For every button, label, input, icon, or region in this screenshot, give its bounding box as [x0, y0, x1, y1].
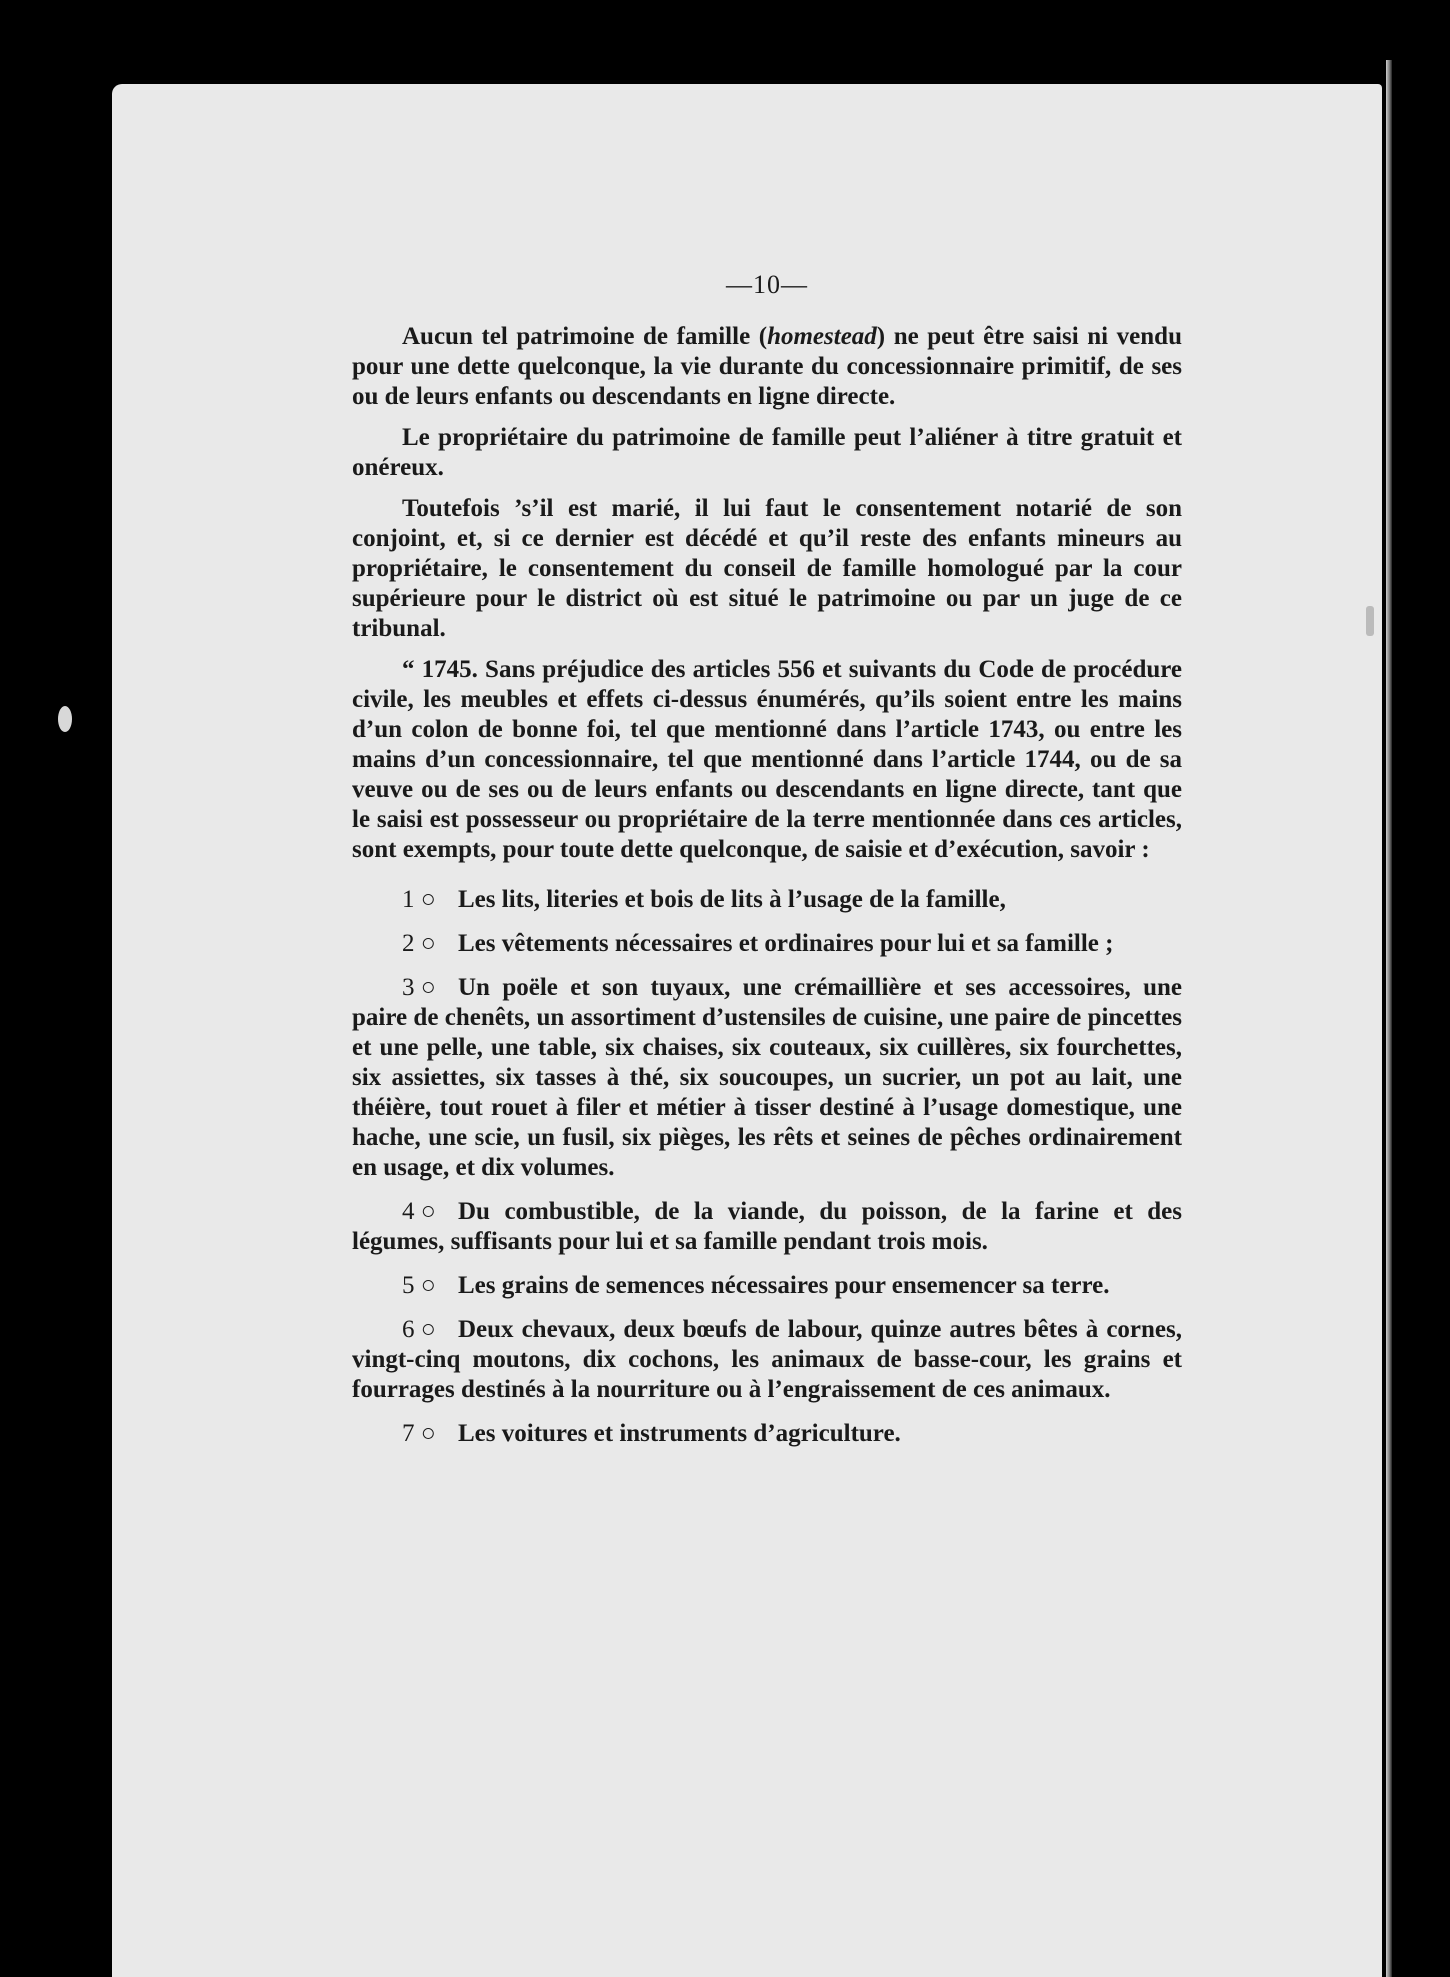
list-item [352, 1315, 1182, 1405]
scan-border-right [1382, 60, 1450, 1977]
item-number: 2 ○ [402, 930, 436, 957]
item-number: 6 ○ [402, 1316, 436, 1343]
page-content [352, 270, 1182, 1463]
item-text: Les vêtements nécessaires et ordinaires pour lui et sa famille ; [458, 930, 1114, 957]
item-text: Un poële et son tuyaux, une crémaillière et ses accessoires, une paire de chenêts, un assortiment d’ustensiles de cuisine, une paire de pincettes et une pelle, une table, six chaises, six couteaux, six cuillères, six fourchettes, six assiettes, six tasses à thé, six soucoupes, un sucrier, un pot au lait, une théière, tout rouet à filer et métier à tisser destiné à l’usage domestique, une hache, une scie, un fusil, six pièges, les rêts et seines de pêches ordinairement en usage, et dix volumes. [352, 974, 1182, 1181]
scan-speck [58, 706, 72, 732]
item-number: 5 ○ [402, 1272, 436, 1299]
item-number: 1 ○ [402, 886, 436, 913]
list-item [352, 1419, 1182, 1449]
list-item [352, 1271, 1182, 1301]
paragraph-article-1745: “ 1745. Sans préjudice des articles 556 et suivants du Code de procédure civile, les meubles et effets ci-dessus énumérés, qu’ils soient entre les mains d’un colon de bonne foi, tel que mentionné dans l’article 1743, ou entre les mains d’un concessionnaire, tel que mentionné dans l’article 1744, ou de sa veuve ou de ses ou de leurs enfants ou descendants en ligne directe, tant que le saisi est possesseur ou propriétaire de la terre mentionnée dans ces articles, sont exempts, pour toute dette quelconque, de saisie et d’exécution, savoir : [352, 656, 1182, 863]
list-item [352, 1197, 1182, 1257]
item-text: Les lits, literies et bois de lits à l’usage de la famille, [458, 886, 1006, 913]
list-item [352, 885, 1182, 915]
item-text: Les grains de semences nécessaires pour ensemencer sa terre. [458, 1272, 1110, 1299]
item-text: Les voitures et instruments d’agriculture. [458, 1420, 901, 1447]
page-edge [1386, 60, 1392, 1977]
item-text: Deux chevaux, deux bœufs de labour, quinze autres bêtes à cornes, vingt-cinq moutons, dix cochons, les animaux de basse-cour, les grains et fourrages destinés à la nourriture ou à l’engraissement de ces animaux. [352, 1316, 1182, 1403]
item-number: 7 ○ [402, 1420, 436, 1447]
list-item [352, 929, 1182, 959]
paragraph-text: Aucun tel patrimoine de famille ( [402, 323, 768, 350]
list-item [352, 973, 1182, 1183]
paragraph-text: ) ne peut être saisi ni vendu pour une dette quelconque, la vie durante du concessionnaire primitif, de ses ou de leurs enfants ou descendants en ligne directe. [352, 323, 1182, 410]
page-number: —10— [726, 270, 808, 299]
item-text: Du combustible, de la viande, du poisson, de la farine et des légumes, suffisants pour lui et sa famille pendant trois mois. [352, 1198, 1182, 1255]
item-number: 4 ○ [402, 1198, 436, 1225]
paragraph-italic-term: homestead [767, 323, 877, 350]
paragraph-homestead [352, 322, 1182, 412]
paragraph-alienation: Le propriétaire du patrimoine de famille peut l’aliéner à titre gratuit et onéreux. [352, 424, 1182, 481]
paragraph-consent: Toutefois ’s’il est marié, il lui faut le consentement notarié de son conjoint, et, si ce dernier est décédé et qu’il reste des enfants mineurs au propriétaire, le consentement du conseil de famille homologué par la cour supérieure pour le district où est situé le patrimoine ou par un juge de ce tribunal. [352, 495, 1182, 642]
item-number: 3 ○ [402, 974, 436, 1001]
scan-speck [1366, 606, 1374, 636]
